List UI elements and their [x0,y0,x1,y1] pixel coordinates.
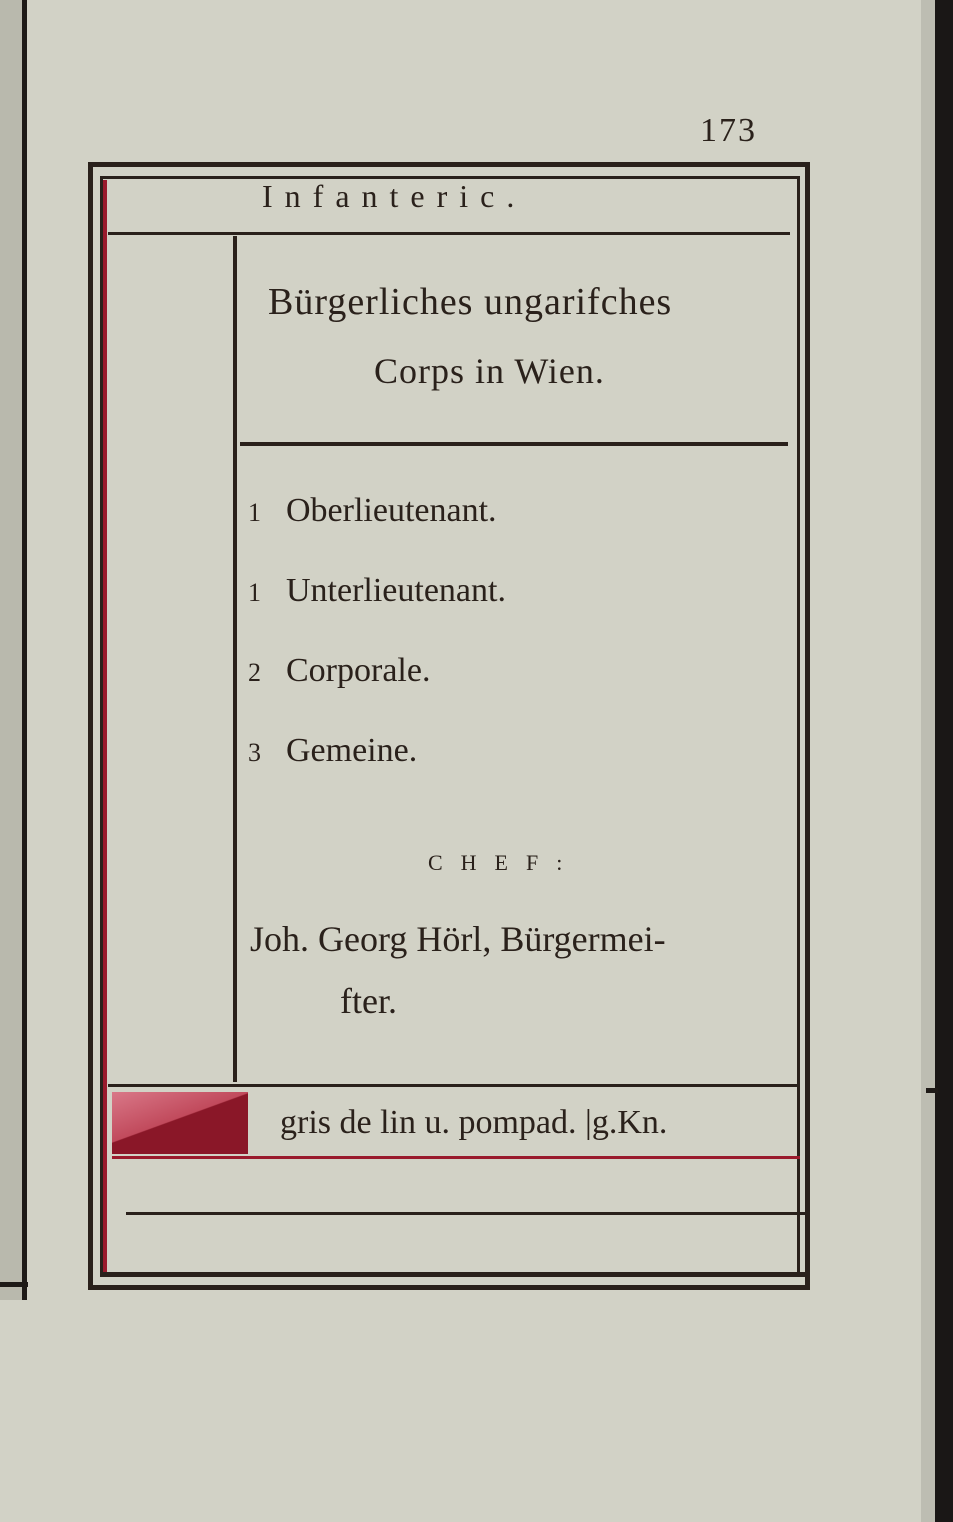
rank-name: Gemeine. [286,732,418,769]
footer-lower-rule [126,1212,808,1215]
column-rule [233,236,237,1082]
rank-name: Corporale. [286,652,431,689]
rank-count: 3 [248,738,261,767]
rank-name: Unterlieutenant. [286,572,506,609]
margin-mark [926,1088,938,1093]
header-rule [108,232,790,235]
page-number: 173 [700,112,757,149]
section-header: Infanteric. [262,178,527,214]
rank-count: 1 [248,498,261,527]
red-margin-rule [103,180,107,1275]
chef-label: CHEF: [428,850,581,875]
left-page-corner [0,1282,28,1305]
rank-count: 1 [248,578,261,607]
left-page-edge [0,0,27,1300]
rank-row [248,652,430,690]
corps-title-line-2: Corps in Wien. [374,351,605,391]
uniform-color-swatch [112,1092,248,1154]
frame-bottom-rule [100,1272,808,1277]
corps-title-line-1: Bürgerliches ungarifches [268,281,673,323]
rank-row [248,572,506,610]
right-shadow [935,0,953,1522]
footer-red-rule [112,1156,800,1159]
footer-top-rule [108,1084,800,1087]
chef-name-line-1: Joh. Georg Hörl, Bürgermei- [250,919,666,959]
rank-row [248,492,497,530]
uniform-description: gris de lin u. pompad. |g.Kn. [280,1104,668,1141]
rank-count: 2 [248,658,261,687]
title-rule [240,442,788,446]
chef-name-line-2: fter. [340,981,397,1021]
rank-row [248,732,417,770]
right-page-edge [921,0,935,1522]
rank-name: Oberlieutenant. [286,492,497,529]
